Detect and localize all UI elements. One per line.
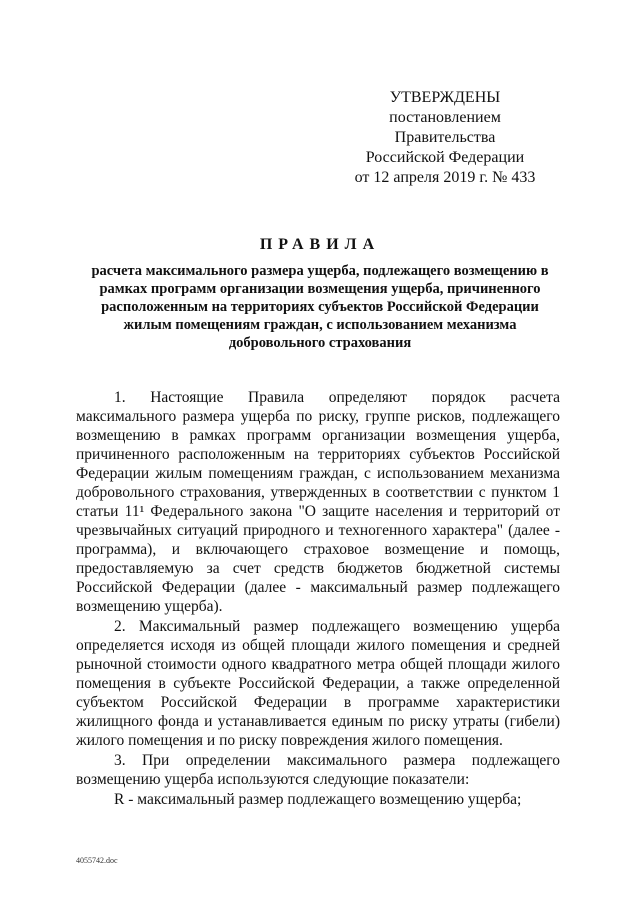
rules-title: ПРАВИЛА	[259, 236, 381, 253]
approval-line-3: от 12 апреля 2019 г. № 433	[354, 169, 536, 186]
approval-title: УТВЕРЖДЕНЫ	[389, 89, 501, 106]
approval-block	[340, 88, 550, 188]
approval-line-2: Российской Федерации	[365, 149, 525, 166]
footer-doc-number: 4055742.doc	[76, 856, 118, 865]
paragraph-1: 1. Настоящие Правила определяют порядок расчета максимального размера ущерба по риску, группе рисков, подлежащего возмещению в рамках программ организации возмещения ущерба, причиненного расположенным на территориях субъектов Российской Федерации жилым помещениям граждан, с использованием механизма добровольного страхования, утвержденных в соответствии с пунктом 1 статьи 11¹ Федерального закона "О защите населения и территорий от чрезвычайных ситуаций природного и техногенного характера" (далее - программа), и включающего страховое возмещение и помощь, предоставляемую за счет средств бюджетов бюджетной системы Российской Федерации (далее - максимальный размер подлежащего возмещению ущерба).	[76, 389, 560, 615]
paragraph-2: 2. Максимальный размер подлежащего возмещению ущерба определяется исходя из общей площади жилого помещения и средней рыночной стоимости одного квадратного метра общей площади жилого помещения в субъекте Российской Федерации, а также определенной субъектом Российской Федерации в программе характеристики жилищного фонда и устанавливается единым по риску утраты (гибели) жилого помещения и по риску повреждения жилого помещения.	[76, 618, 560, 749]
body-text	[76, 388, 560, 809]
approval-line-1: постановлением Правительства	[389, 109, 501, 146]
paragraph-4: R - максимальный размер подлежащего возмещению ущерба;	[114, 791, 522, 808]
rules-subtitle: расчета максимального размера ущерба, подлежащего возмещению в рамках программ организации возмещения ущерба, причиненного расположенным на территориях субъектов Российской Федерации жилым помещениям граждан, с использованием механизма добровольного страхования	[91, 263, 549, 351]
paragraph-3: 3. При определении максимального размера подлежащего возмещению ущерба используются следующие показатели:	[76, 752, 560, 788]
